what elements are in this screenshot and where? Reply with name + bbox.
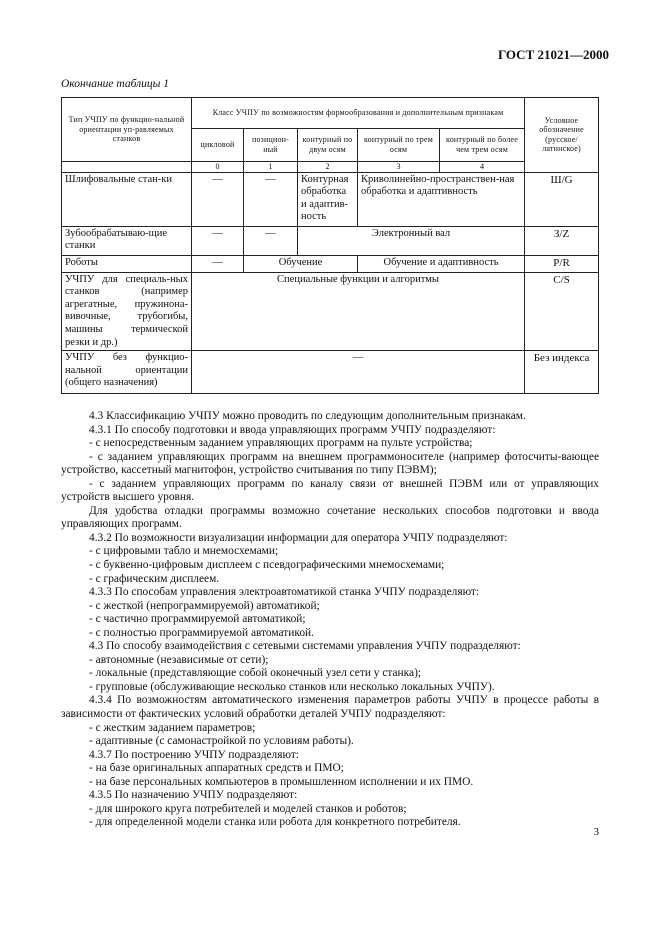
paragraph: 4.3.7 По построению УЧПУ подразделяют: <box>89 748 299 761</box>
row-type: УЧПУ для специаль-ных станков (например агрегатные, пружинона-вивочные, трубогибы, машины термической резки и др.) <box>62 272 192 351</box>
document-header: ГОСТ 21021—2000 <box>497 47 609 62</box>
table-caption: Окончание таблицы 1 <box>61 78 169 90</box>
column-number: 1 <box>244 162 298 173</box>
paragraph: - с заданием управляющих программ по каналу связи от внешней ПЭВМ или от управляющих устройств высшего уровня. <box>61 477 599 504</box>
paragraph: - с буквенно-цифровым дисплеем с псевдографическими мнемосхемами; <box>89 559 445 572</box>
column-number: 0 <box>192 162 244 173</box>
row-type: Шлифовальные стан-ки <box>62 172 192 226</box>
paragraph: 4.3.2 По возможности визуализации информации для оператора УЧПУ подразделяют: <box>89 531 508 544</box>
row-symbol: З/Z <box>525 226 599 255</box>
cell: Контурная обработка и адаптив-ность <box>298 172 358 226</box>
paragraph: Для удобства отладки программы возможно сочетание нескольких способов подготовки и ввода управляющих программ. <box>61 504 599 531</box>
cell: Обучение и адаптивность <box>358 255 525 272</box>
row-type: Зубообрабатываю-щие станки <box>62 226 192 255</box>
paragraph: 4.3.1 По способу подготовки и ввода управляющих программ УЧПУ подразделяют: <box>89 423 496 436</box>
cell: — <box>192 226 244 255</box>
paragraph: - с цифровыми табло и мнемосхемами; <box>89 545 279 558</box>
row-symbol: Ш/G <box>525 172 599 226</box>
row-type: Роботы <box>62 255 192 272</box>
header-class: Класс УЧПУ по возможностям формообразования и дополнительным признакам <box>192 98 525 129</box>
subheader-4: контурный по более чем трем осям <box>440 129 525 162</box>
table-row <box>62 351 599 394</box>
table-row <box>62 172 599 226</box>
cell: Криволинейно-пространствен-ная обработка и адаптивность <box>358 172 525 226</box>
paragraph: - на базе персональных компьютеров в промышленном исполнении и их ПМО. <box>89 775 474 788</box>
paragraph: - с полностью программируемой автоматикой. <box>89 626 314 639</box>
column-number: 3 <box>358 162 440 173</box>
table-row <box>62 272 599 351</box>
paragraph: - локальные (представляющие собой оконечный узел сети у станка); <box>89 667 422 680</box>
paragraph: - с заданием управляющих программ на внешнем программоносителе (например фотосчиты-вающее устройство, кассетный магнитофон, устройство считывания по типу ПЭВМ); <box>61 450 599 477</box>
paragraph: - с графическим дисплеем. <box>89 572 220 585</box>
paragraph: - с частично программируемой автоматикой; <box>89 613 306 626</box>
subheader-3: контурный по трем осям <box>358 129 440 162</box>
paragraph: - на базе оригинальных аппаратных средств и ПМО; <box>89 762 344 775</box>
paragraph: 4.3.3 По способам управления электроавтоматикой станка УЧПУ подразделяют: <box>89 586 480 599</box>
column-number: 4 <box>440 162 525 173</box>
paragraph: - адаптивные (с самонастройкой по условиям работы). <box>89 735 354 748</box>
cell: — <box>244 172 298 226</box>
paragraph: - для широкого круга потребителей и моделей станков и роботов; <box>89 802 407 815</box>
table-row <box>62 226 599 255</box>
cell: — <box>244 226 298 255</box>
row-symbol: Без индекса <box>525 351 599 394</box>
paragraph: - для определенной модели станка или робота для конкретного потребителя. <box>89 816 461 829</box>
subheader-1: позицион-ный <box>244 129 298 162</box>
paragraph: - групповые (обслуживающие несколько станков или несколько локальных УЧПУ). <box>89 680 495 693</box>
column-number-blank <box>62 162 192 173</box>
classification-table <box>61 97 599 394</box>
page-number: 3 <box>593 826 599 838</box>
cell: — <box>192 351 525 394</box>
paragraph: - с жесткой (непрограммируемой) автоматикой; <box>89 599 320 612</box>
paragraph: - с непосредственным заданием управляющих программ на пульте устройства; <box>89 437 473 450</box>
row-symbol: С/S <box>525 272 599 351</box>
paragraph: 4.3 По способу взаимодействия с сетевыми системами управления УЧПУ подразделяют: <box>89 640 521 653</box>
cell: Обучение <box>244 255 358 272</box>
cell: — <box>192 172 244 226</box>
header-symbol: Условное обозначение (русское/латинское) <box>525 98 599 173</box>
subheader-2: контурный по двум осям <box>298 129 358 162</box>
subheader-0: цикловой <box>192 129 244 162</box>
header-type: Тип УЧПУ по функцио-нальной ориентации уп-равляемых станков <box>62 98 192 162</box>
table-row <box>62 255 599 272</box>
paragraph: - автономные (независимые от сети); <box>89 653 269 666</box>
cell: — <box>192 255 244 272</box>
cell: Электронный вал <box>298 226 525 255</box>
paragraph: - с жестким заданием параметров; <box>89 721 256 734</box>
row-type: УЧПУ без функцио-нальной ориентации (общего назначения) <box>62 351 192 394</box>
paragraph: 4.3.4 По возможностям автоматического изменения параметров работы УЧПУ в процессе работы в зависимости от фактических условий обработки деталей УЧПУ подразделяют: <box>61 694 599 721</box>
column-number: 2 <box>298 162 358 173</box>
paragraph: 4.3 Классификацию УЧПУ можно проводить по следующим дополнительным признакам. <box>89 410 526 422</box>
paragraph: 4.3.5 По назначению УЧПУ подразделяют: <box>89 789 298 802</box>
body-text <box>61 410 599 830</box>
row-symbol: Р/R <box>525 255 599 272</box>
cell: Специальные функции и алгоритмы <box>192 272 525 351</box>
